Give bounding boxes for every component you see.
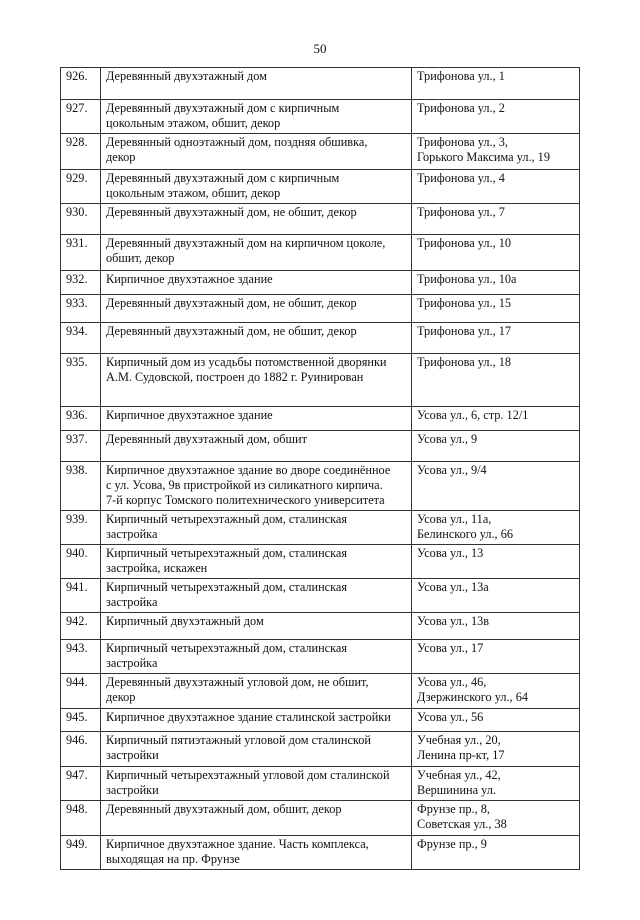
object-description-cell (101, 323, 412, 354)
description-line: Кирпичное двухэтажное здание во дворе соединённое (106, 463, 391, 477)
description-line: застройки (106, 783, 159, 797)
description-line: обшит, декор (106, 251, 175, 265)
object-description-cell (101, 767, 412, 801)
row-number-cell (61, 271, 101, 295)
description-line: Деревянный двухэтажный дом (106, 69, 267, 83)
address-line: Трифонова ул., 17 (417, 324, 512, 338)
object-description-cell (101, 68, 412, 100)
address-line: Трифонова ул., 15 (417, 296, 512, 310)
row-number: 937. (66, 432, 88, 446)
description-line: Кирпичный двухэтажный дом (106, 614, 264, 628)
description-line: Деревянный двухэтажный дом, не обшит, декор (106, 324, 357, 338)
address-line: Трифонова ул., 3, (417, 135, 508, 149)
address-cell (412, 640, 580, 674)
object-description-cell (101, 407, 412, 431)
description-line: 7-й корпус Томского политехнического университета (106, 493, 385, 507)
description-line: Кирпичный четырехэтажный дом, сталинская (106, 580, 348, 594)
row-number: 936. (66, 408, 88, 422)
description-line: Деревянный двухэтажный дом, обшит, декор (106, 802, 342, 816)
heritage-registry-table (60, 67, 580, 870)
address-cell (412, 579, 580, 613)
address-cell (412, 295, 580, 323)
table-row (61, 709, 580, 732)
object-description-cell (101, 836, 412, 870)
row-number-cell (61, 613, 101, 640)
row-number: 929. (66, 171, 88, 185)
object-description-cell (101, 462, 412, 511)
description-line: Деревянный двухэтажный дом с кирпичным (106, 101, 340, 115)
row-number-cell (61, 407, 101, 431)
address-cell (412, 354, 580, 407)
object-description-cell (101, 295, 412, 323)
table-row (61, 767, 580, 801)
row-number-cell (61, 295, 101, 323)
description-line: декор (106, 150, 136, 164)
description-line: выходящая на пр. Фрунзе (106, 852, 240, 866)
table-row (61, 68, 580, 100)
address-line: Усова ул., 13а (417, 580, 489, 594)
row-number: 926. (66, 69, 88, 83)
row-number: 948. (66, 802, 88, 816)
address-line: Усова ул., 11а, (417, 512, 492, 526)
table-row (61, 354, 580, 407)
address-cell (412, 170, 580, 204)
description-line: А.М. Судовской, построен до 1882 г. Руинирован (106, 370, 364, 384)
description-line: Кирпичный пятиэтажный угловой дом сталинской (106, 733, 372, 747)
row-number-cell (61, 323, 101, 354)
row-number: 932. (66, 272, 88, 286)
address-line: Трифонова ул., 4 (417, 171, 505, 185)
page-number: 50 (313, 41, 327, 56)
address-cell (412, 836, 580, 870)
row-number: 941. (66, 580, 88, 594)
address-line: Фрунзе пр., 9 (417, 837, 487, 851)
object-description-cell (101, 640, 412, 674)
table-row (61, 579, 580, 613)
object-description-cell (101, 511, 412, 545)
row-number-cell (61, 354, 101, 407)
address-line: Советская ул., 38 (417, 817, 507, 831)
table-row (61, 407, 580, 431)
address-line: Ленина пр-кт, 17 (417, 748, 505, 762)
address-cell (412, 431, 580, 462)
row-number-cell (61, 545, 101, 579)
row-number: 938. (66, 463, 88, 477)
address-cell (412, 100, 580, 134)
table-row (61, 462, 580, 511)
address-cell (412, 545, 580, 579)
row-number: 939. (66, 512, 88, 526)
address-line: Учебная ул., 20, (417, 733, 501, 747)
description-line: Кирпичное двухэтажное здание. Часть комплекса, (106, 837, 369, 851)
row-number: 943. (66, 641, 88, 655)
row-number-cell (61, 134, 101, 170)
description-line: Деревянный двухэтажный дом, не обшит, декор (106, 205, 357, 219)
table-row (61, 511, 580, 545)
address-cell (412, 204, 580, 235)
address-line: Трифонова ул., 2 (417, 101, 505, 115)
description-line: Деревянный двухэтажный дом на кирпичном цоколе, (106, 236, 386, 250)
description-line: Деревянный двухэтажный дом с кирпичным (106, 171, 340, 185)
address-line: Усова ул., 9/4 (417, 463, 487, 477)
table-row (61, 134, 580, 170)
address-line: Усова ул., 46, (417, 675, 487, 689)
table-row (61, 235, 580, 271)
object-description-cell (101, 674, 412, 709)
description-line: Кирпичное двухэтажное здание сталинской застройки (106, 710, 391, 724)
description-line: застройка (106, 527, 158, 541)
table-row (61, 204, 580, 235)
description-line: Кирпичный дом из усадьбы потомственной дворянки (106, 355, 387, 369)
row-number-cell (61, 709, 101, 732)
address-cell (412, 709, 580, 732)
address-line: Горького Максима ул., 19 (417, 150, 550, 164)
table-row (61, 836, 580, 870)
row-number: 942. (66, 614, 88, 628)
row-number-cell (61, 235, 101, 271)
object-description-cell (101, 235, 412, 271)
description-line: Кирпичный четырехэтажный дом, сталинская (106, 546, 348, 560)
row-number: 947. (66, 768, 88, 782)
row-number-cell (61, 640, 101, 674)
row-number: 930. (66, 205, 88, 219)
address-cell (412, 613, 580, 640)
address-line: Усова ул., 9 (417, 432, 478, 446)
table-row (61, 801, 580, 836)
row-number-cell (61, 68, 101, 100)
object-description-cell (101, 801, 412, 836)
description-line: Деревянный двухэтажный угловой дом, не обшит, (106, 675, 369, 689)
address-line: Фрунзе пр., 8, (417, 802, 490, 816)
table-row (61, 640, 580, 674)
address-line: Усова ул., 17 (417, 641, 484, 655)
table-row (61, 323, 580, 354)
row-number: 946. (66, 733, 88, 747)
address-line: Усова ул., 56 (417, 710, 484, 724)
registry-table-body (61, 68, 580, 870)
address-cell (412, 323, 580, 354)
object-description-cell (101, 170, 412, 204)
row-number: 934. (66, 324, 88, 338)
description-line: Кирпичный четырехэтажный угловой дом сталинской (106, 768, 390, 782)
object-description-cell (101, 545, 412, 579)
description-line: Деревянный двухэтажный дом, не обшит, декор (106, 296, 357, 310)
row-number-cell (61, 732, 101, 767)
address-line: Вершинина ул. (417, 783, 496, 797)
address-cell (412, 68, 580, 100)
description-line: застройки (106, 748, 159, 762)
address-line: Трифонова ул., 7 (417, 205, 505, 219)
description-line: Кирпичный четырехэтажный дом, сталинская (106, 641, 348, 655)
address-cell (412, 511, 580, 545)
description-line: цокольным этажом, обшит, декор (106, 116, 281, 130)
description-line: застройка, искажен (106, 561, 208, 575)
row-number: 949. (66, 837, 88, 851)
address-line: Трифонова ул., 18 (417, 355, 512, 369)
address-line: Усова ул., 13в (417, 614, 490, 628)
object-description-cell (101, 709, 412, 732)
description-line: декор (106, 690, 136, 704)
row-number-cell (61, 579, 101, 613)
table-row (61, 674, 580, 709)
address-cell (412, 801, 580, 836)
address-cell (412, 134, 580, 170)
address-cell (412, 674, 580, 709)
row-number-cell (61, 767, 101, 801)
address-cell (412, 407, 580, 431)
address-line: Усова ул., 13 (417, 546, 484, 560)
address-cell (412, 767, 580, 801)
row-number: 927. (66, 101, 88, 115)
row-number: 940. (66, 546, 88, 560)
row-number: 931. (66, 236, 88, 250)
table-row (61, 545, 580, 579)
description-line: Кирпичное двухэтажное здание (106, 408, 273, 422)
address-line: Трифонова ул., 10 (417, 236, 512, 250)
table-row (61, 100, 580, 134)
table-row (61, 431, 580, 462)
row-number: 935. (66, 355, 88, 369)
row-number: 945. (66, 710, 88, 724)
object-description-cell (101, 354, 412, 407)
row-number-cell (61, 511, 101, 545)
address-line: Дзержинского ул., 64 (417, 690, 528, 704)
row-number-cell (61, 674, 101, 709)
address-line: Трифонова ул., 10а (417, 272, 517, 286)
address-line: Трифонова ул., 1 (417, 69, 505, 83)
table-row (61, 271, 580, 295)
address-cell (412, 462, 580, 511)
object-description-cell (101, 579, 412, 613)
address-line: Учебная ул., 42, (417, 768, 501, 782)
object-description-cell (101, 100, 412, 134)
row-number-cell (61, 801, 101, 836)
row-number-cell (61, 100, 101, 134)
address-cell (412, 271, 580, 295)
description-line: Деревянный двухэтажный дом, обшит (106, 432, 307, 446)
table-row (61, 170, 580, 204)
description-line: Деревянный одноэтажный дом, поздняя обшивка, (106, 135, 368, 149)
row-number-cell (61, 462, 101, 511)
description-line: Кирпичное двухэтажное здание (106, 272, 273, 286)
row-number-cell (61, 431, 101, 462)
description-line: застройка (106, 595, 158, 609)
description-line: с ул. Усова, 9в пристройкой из силикатного кирпича. (106, 478, 383, 492)
description-line: цокольным этажом, обшит, декор (106, 186, 281, 200)
object-description-cell (101, 204, 412, 235)
row-number-cell (61, 204, 101, 235)
table-row (61, 732, 580, 767)
description-line: Кирпичный четырехэтажный дом, сталинская (106, 512, 348, 526)
row-number: 944. (66, 675, 88, 689)
row-number: 933. (66, 296, 88, 310)
address-line: Белинского ул., 66 (417, 527, 513, 541)
object-description-cell (101, 613, 412, 640)
object-description-cell (101, 271, 412, 295)
table-row (61, 613, 580, 640)
address-cell (412, 235, 580, 271)
row-number-cell (61, 170, 101, 204)
row-number: 928. (66, 135, 88, 149)
table-row (61, 295, 580, 323)
address-line: Усова ул., 6, стр. 12/1 (417, 408, 529, 422)
address-cell (412, 732, 580, 767)
object-description-cell (101, 431, 412, 462)
description-line: застройка (106, 656, 158, 670)
object-description-cell (101, 134, 412, 170)
row-number-cell (61, 836, 101, 870)
object-description-cell (101, 732, 412, 767)
